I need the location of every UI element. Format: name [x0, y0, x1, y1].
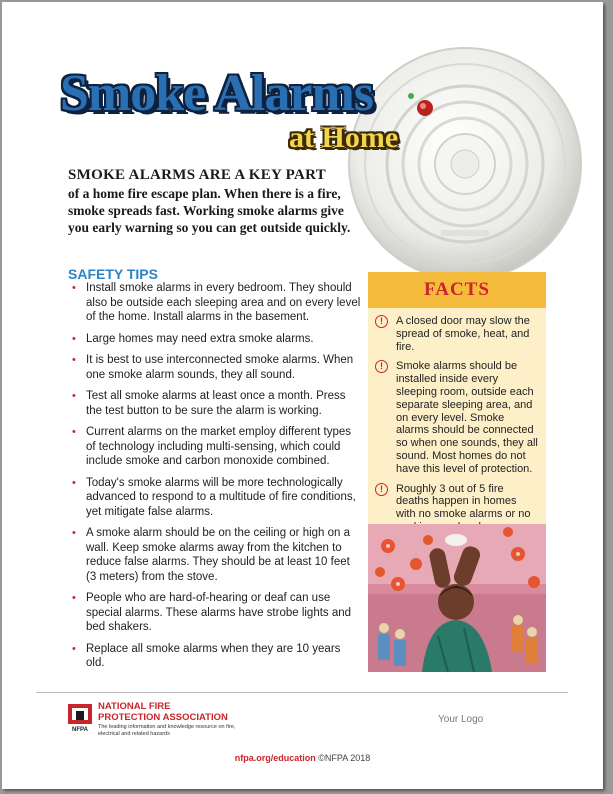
list-item	[66, 476, 362, 520]
bullet-icon: •	[72, 282, 76, 294]
tip-text: A smoke alarm should be on the ceiling or high on a wall. Keep smoke alarms away from the kitchen to reduce false alarms. They should be at least 10 feet (3 meters) from the stove.	[86, 527, 351, 583]
safety-tips-heading: SAFETY TIPS	[68, 266, 158, 282]
list-item	[66, 425, 362, 469]
footer-copyright: ©NFPA 2018	[318, 753, 371, 763]
org-tagline: The leading information and knowledge resource on fire, electrical and related hazards	[98, 724, 236, 737]
flyer-page	[2, 2, 603, 789]
intro-block	[68, 166, 368, 236]
nfpa-logo	[68, 704, 92, 732]
page-title: Smoke Alarms	[60, 65, 373, 122]
warning-circle-icon: !	[375, 483, 388, 496]
installing-alarm-illustration	[368, 524, 546, 672]
bullet-icon: •	[72, 592, 76, 604]
fact-text: Roughly 3 out of 5 fire deaths happen in homes with no smoke alarms or no	[396, 482, 531, 521]
fact-item	[372, 360, 538, 475]
bullet-icon: •	[72, 354, 76, 366]
tip-text: It is best to use interconnected smoke alarms. When one smoke alarm sounds, they all sound.	[86, 354, 354, 381]
fact-item	[372, 315, 538, 353]
tip-text: Replace all smoke alarms when they are 10 years old.	[86, 642, 341, 669]
fact-text: A closed door may slow the spread of smoke, heat, and fire.	[396, 315, 530, 353]
tip-text: Today's smoke alarms will be more technologically advanced to respond to a multitude of fire conditions, yet mitigate false alarms.	[86, 476, 356, 518]
list-item	[66, 591, 362, 635]
warning-circle-icon: !	[375, 315, 388, 328]
list-item	[66, 389, 362, 418]
your-logo-placeholder: Your Logo	[438, 714, 484, 725]
intro-body: of a home fire escape plan. When there is a fire, smoke spreads fast. Working smoke alarms give you early warning so you can get outside quickly.	[68, 186, 351, 235]
facts-box	[368, 272, 546, 524]
bullet-icon: •	[72, 390, 76, 402]
bullet-icon: •	[72, 426, 76, 438]
list-item	[66, 526, 362, 584]
tip-text: Install smoke alarms in every bedroom. They should also be outside each sleeping area and on every level of the home. Install alarms in the basement.	[86, 282, 361, 323]
tip-text: Current alarms on the market employ different types of technology including multi-sensing, which could include smoke and carbon monoxide combined.	[86, 426, 352, 467]
footer-divider	[36, 692, 568, 693]
intro-heading: SMOKE ALARMS ARE A KEY PART	[68, 167, 327, 183]
footer-url-link[interactable]: nfpa.org/education	[234, 753, 316, 763]
tip-text: Large homes may need extra smoke alarms.	[86, 332, 314, 345]
list-item	[66, 353, 362, 382]
tip-text: Test all smoke alarms at least once a month. Press the test button to be sure the alarm is working.	[86, 390, 346, 417]
list-item	[66, 642, 362, 671]
bullet-icon: •	[72, 527, 76, 539]
footer-url-line	[2, 753, 603, 763]
bullet-icon: •	[72, 642, 76, 655]
org-name: NATIONAL FIRE PROTECTION ASSOCIATION	[98, 701, 228, 723]
fact-text: Smoke alarms should be installed inside every sleeping room, outside each separate sleeping area, and on every level. Smoke alarms should be connected so when one sounds, they all sound. Most homes do not have this level of protection.	[396, 360, 538, 475]
bullet-icon: •	[72, 332, 76, 345]
warning-circle-icon: !	[375, 360, 388, 373]
list-item	[66, 281, 362, 325]
nfpa-logo-text: NFPA	[72, 727, 88, 733]
bullet-icon: •	[72, 476, 76, 489]
list-item	[66, 332, 362, 347]
tip-text: People who are hard-of-hearing or deaf can use special alarms. These alarms have strobe lights and bed shakers.	[86, 592, 352, 633]
facts-heading: FACTS	[368, 272, 546, 308]
safety-tips-list	[66, 281, 362, 678]
smoke-alarm-image	[345, 44, 585, 284]
page-subtitle: at Home	[289, 121, 399, 154]
